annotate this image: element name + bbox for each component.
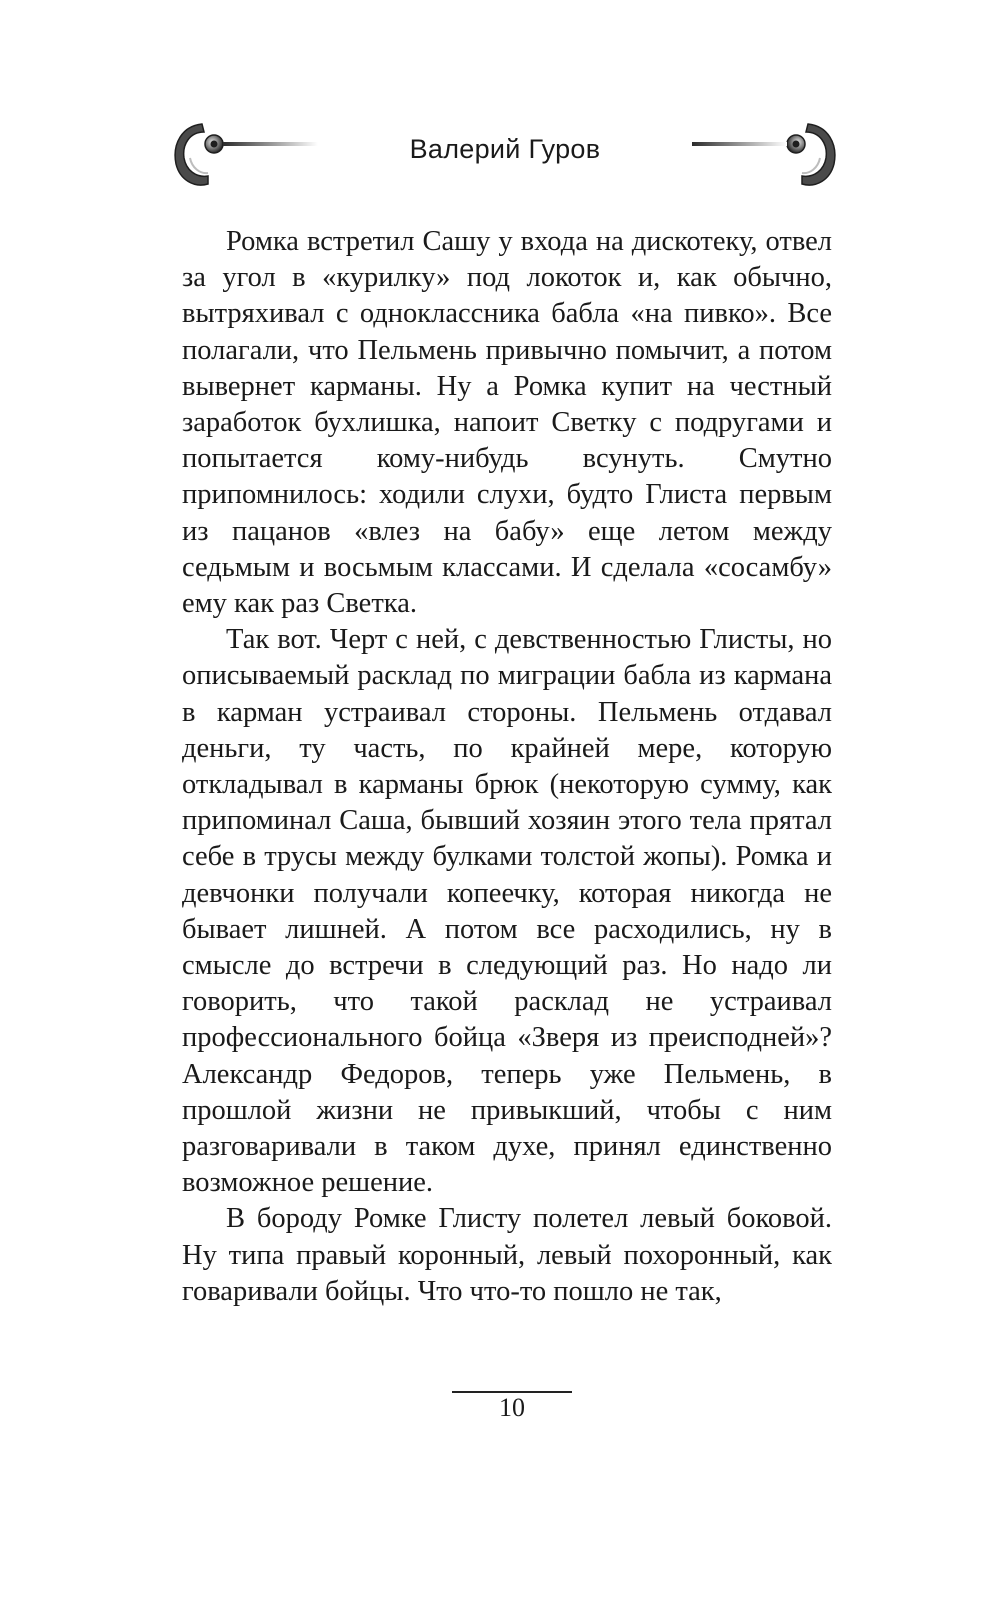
page-number: 10 xyxy=(499,1393,525,1422)
page-header xyxy=(170,118,840,198)
body-text xyxy=(182,224,832,1310)
scroll-ornament-icon xyxy=(690,118,840,203)
paragraph: Ромка встретил Сашу у входа на дискотеку, отвел за угол в «курилку» под локоток и, как обычно, вытряхивал с одноклассника бабла «на пивко». Все полагали, что Пельмень привычно помычит, а потом вывернет карманы. Ну а Ромка купит на честный заработок бухлишка, напоит Светку с подругами и попытается кому-нибудь всунуть. Смутно припомнилось: ходили слухи, будто Глиста первым из пацанов «влез на бабу» еще летом между седьмым и восьмым классами. И сделала «сосамбу» ему как раз Светка. xyxy=(182,226,832,620)
paragraph: Так вот. Черт с ней, с девственностью Глисты, но описываемый расклад по миграции бабла из кармана в карман устраивал стороны. Пельмень отдавал деньги, ту часть, по крайней мере, которую откладывал в карманы брюк (некоторую сумму, как припоминал Саша, бывший хозяин этого тела прятал себе в трусы между булками толстой жопы). Ромка и девчонки получали копеечку, которая никогда не бывает лишней. А потом все расходились, ну в смысле до встречи в следующий раз. Но надо ли говорить, что такой расклад не устраивал профессионального бойца «Зверя из преисподней»? Александр Федоров, теперь уже Пельмень, в прошлой жизни не привыкший, чтобы с ним разговаривали в таком духе, принял единственно возможное решение. xyxy=(182,624,832,1199)
running-head-title: Валерий Гуров xyxy=(409,134,601,164)
paragraph: В бороду Ромке Глисту полетел левый боковой. Ну типа правый коронный, левый похоронный, как говаривали бойцы. Что что-то пошло не так, xyxy=(182,1203,832,1307)
